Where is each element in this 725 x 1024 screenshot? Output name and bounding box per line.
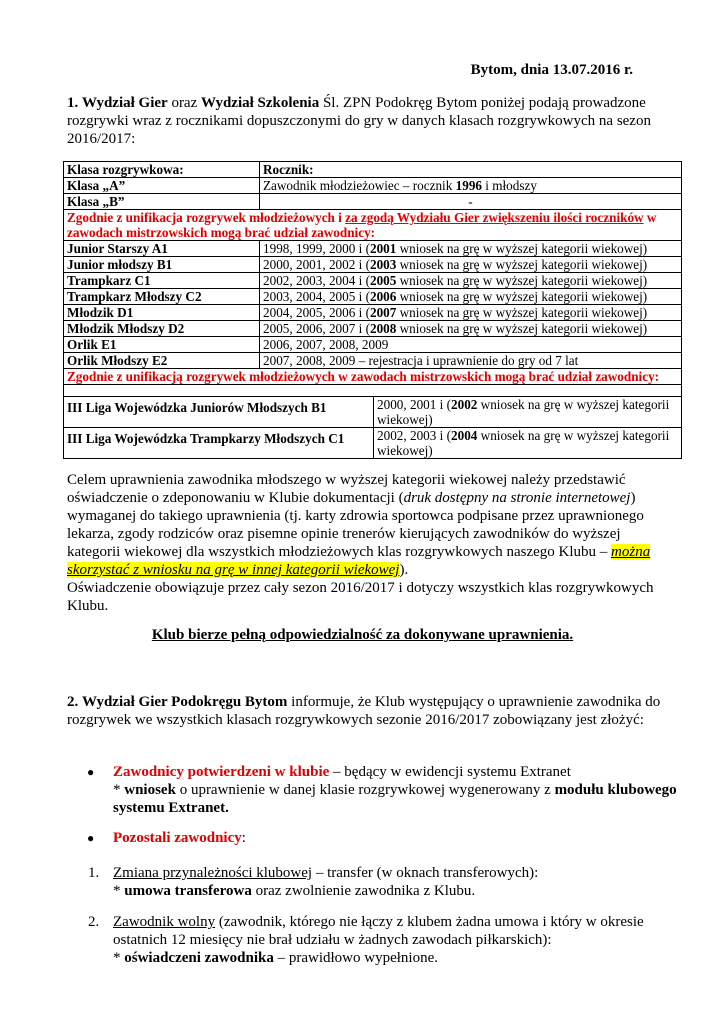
table-row	[64, 289, 682, 305]
bullet-red-text: Zawodnicy potwierdzeni w klubie	[113, 764, 330, 780]
row-label: Młodzik Młodszy D2	[64, 321, 260, 337]
header-class: Klasa rozgrywkowa:	[64, 162, 260, 178]
section-1-bold-1: Wydział Gier	[82, 95, 168, 111]
bullet-dot-icon: ●	[87, 765, 95, 779]
notice-1-post: w zawodach mistrzowskich mogą brać udział zawodnicy:	[67, 210, 657, 240]
bullet-star: *	[113, 782, 125, 798]
row-label: III Liga Wojewódzka Juniorów Młodszych B1	[64, 397, 374, 428]
row-value-bold: 2003	[369, 257, 397, 272]
row-value-pre: 2005, 2006, 2007 i (	[263, 321, 370, 336]
date-line: Bytom, dnia 13.07.2016 r.	[470, 62, 633, 78]
row-value-bold: 2006	[369, 289, 397, 304]
table-row	[64, 273, 682, 289]
numbered-item	[88, 864, 688, 900]
numbered-item	[88, 913, 688, 967]
row-label: Trampkarz C1	[64, 273, 260, 289]
table-row	[64, 241, 682, 257]
section-1-bold-2: Wydział Szkolenia	[201, 95, 320, 111]
paragraph-2-text-4: Oświadczenie obowiązuje przez cały sezon 2016/2017 i dotyczy wszystkich klas rozgrywkowych Klubu.	[67, 580, 654, 614]
row-value-pre: 2003, 2004, 2005 i (	[263, 289, 370, 304]
row-value: -	[260, 194, 682, 210]
row-value-pre: 2002, 2003, 2004 i (	[263, 273, 370, 288]
bullet-red-text: Pozostali zawodnicy	[113, 830, 242, 846]
bullet-item	[88, 763, 688, 817]
row-label: Junior Starszy A1	[64, 241, 260, 257]
item-star: *	[113, 950, 125, 966]
table-header-row	[64, 162, 682, 178]
row-value-bold: 1996	[455, 178, 482, 193]
row-value-post: wniosek na grę w wyższej kategorii wiekowej)	[377, 397, 670, 427]
row-value-pre: 2002, 2003 i (	[377, 428, 451, 443]
row-value-post: wniosek na grę w wyższej kategorii wiekowej)	[396, 273, 648, 288]
row-value-post: wniosek na grę w wyższej kategorii wiekowej)	[396, 241, 648, 256]
row-value	[260, 257, 682, 273]
row-value: 2007, 2008, 2009 – rejestracja i uprawnienie do gry od 7 lat	[260, 353, 682, 369]
row-value: 2006, 2007, 2008, 2009	[260, 337, 682, 353]
row-value	[260, 321, 682, 337]
row-value-pre: 2000, 2001, 2002 i (	[263, 257, 370, 272]
row-value-bold: 2007	[369, 305, 397, 320]
row-label: Orlik E1	[64, 337, 260, 353]
bullet-item	[88, 829, 688, 847]
paragraph-2-text-3: ).	[399, 562, 409, 578]
table-row	[64, 397, 682, 428]
row-value-bold: 2001	[369, 241, 397, 256]
row-value	[260, 305, 682, 321]
paragraph-2	[67, 471, 672, 615]
row-value	[260, 289, 682, 305]
item-number: 1.	[88, 865, 100, 881]
row-label: Orlik Młodszy E2	[64, 353, 260, 369]
section-2-number: 2.	[67, 694, 79, 710]
table-row	[64, 337, 682, 353]
row-value-post: wniosek na grę w wyższej kategorii wiekowej)	[396, 289, 648, 304]
item-underlined: Zawodnik wolny	[113, 914, 216, 930]
paragraph-2-italic: druk dostępny na stronie internetowej	[403, 490, 631, 506]
row-value	[374, 428, 682, 459]
notice-1-underlined: za zgodą Wydziału Gier zwiększeniu ilości roczników	[345, 210, 644, 225]
row-value-pre: 2004, 2005, 2006 i (	[263, 305, 370, 320]
bullet-bold: wniosek	[124, 782, 176, 798]
item-rest: oraz zwolnienie zawodnika z Klubu.	[251, 883, 476, 899]
row-value-pre: 1998, 1999, 2000 i (	[263, 241, 370, 256]
table-row	[64, 257, 682, 273]
bullet-bold-2: modułu klubowego systemu Extranet.	[113, 782, 677, 816]
table-notice-row	[64, 369, 682, 385]
table-row-class-a	[64, 178, 682, 194]
notice-2: Zgodnie z unifikacją rozgrywek młodzieżowych w zawodach mistrzowskich mogą brać udział zawodnicy:	[64, 369, 682, 385]
item-underlined: Zmiana przynależności klubowej	[113, 865, 313, 881]
table-row	[64, 321, 682, 337]
row-value-pre: 2000, 2001 i (	[377, 397, 451, 412]
row-value-bold: 2004	[451, 428, 478, 443]
row-value-post: wniosek na grę w wyższej kategorii wiekowej)	[377, 428, 670, 458]
row-label: Trampkarz Młodszy C2	[64, 289, 260, 305]
row-value-post: wniosek na grę w wyższej kategorii wiekowej)	[396, 321, 648, 336]
notice-1	[64, 210, 682, 241]
table-row	[64, 428, 682, 459]
row-value	[374, 397, 682, 428]
row-value	[260, 178, 682, 194]
section-1-text-2: Śl. ZPN Podokręg Bytom poniżej podają prowadzone rozgrywki wraz z rocznikami dopuszczonymi do gry w danych klasach rozgrywkowych na sezon 2016/2017:	[67, 95, 651, 147]
notice-1-pre: Zgodnie z unifikacja rozgrywek młodzieżowych i	[67, 210, 346, 225]
section-1-intro	[67, 94, 667, 148]
row-label: Junior młodszy B1	[64, 257, 260, 273]
item-number: 2.	[88, 914, 100, 930]
row-value-bold: 2005	[369, 273, 397, 288]
item-text: (zawodnik, którego nie łączy z klubem żadna umowa i który w okresie ostatnich 12 miesięcy nie brał udziału w żadnych zawodach piłkarskich):	[113, 914, 644, 948]
paragraph-2-text-2: ) wymaganej do takiego uprawnienia (tj. karty zdrowia sportowca podpisane przez uprawnionego lekarza, zgody rodziców oraz pisemne opinie trenerów kierujących zawodników do wyższej kategorii wiekowej dla wszystkich młodzieżowych klas rozgrywkowych naszego Klubu –	[67, 490, 644, 560]
section-1-text-1: oraz	[167, 95, 201, 111]
bullet-line2-text: o uprawnienie w danej klasie rozgrywkowej wygenerowany z	[175, 782, 555, 798]
bullet-text: – będący w ewidencji systemu Extranet	[329, 764, 571, 780]
bullet-dot-icon: ●	[87, 831, 95, 845]
row-value-post: wniosek na grę w wyższej kategorii wiekowej)	[396, 305, 648, 320]
item-star: *	[113, 883, 125, 899]
bullet-text: :	[241, 830, 246, 846]
row-value-bold: 2002	[451, 397, 478, 412]
row-value	[260, 273, 682, 289]
league-table	[63, 396, 682, 459]
table-notice-row	[64, 210, 682, 241]
row-label: III Liga Wojewódzka Trampkarzy Młodszych C1	[64, 428, 374, 459]
row-value-post: wniosek na grę w wyższej kategorii wiekowej)	[396, 257, 648, 272]
item-rest: – prawidłowo wypełnione.	[273, 950, 438, 966]
row-value-bold: 2008	[369, 321, 397, 336]
paragraph-2-text-1: Celem uprawnienia zawodnika młodszego w wyższej kategorii wiekowej należy przedstawić oświadczenie o zdeponowaniu w Klubie dokumentacji (	[67, 472, 626, 506]
item-text: – transfer (w oknach transferowych):	[312, 865, 539, 881]
item-bold: umowa transferowa	[124, 883, 252, 899]
section-2-text: informuje, że Klub występujący o uprawnienie zawodnika do rozgrywek we wszystkich klasach rozgrywkowych sezonie 2016/2017 zobowiązany jest złożyć:	[67, 694, 661, 728]
row-value-pre: Zawodnik młodzieżowiec – rocznik	[263, 178, 456, 193]
item-bold: oświadczeni zawodnika	[124, 950, 274, 966]
paragraph-2-highlight: można skorzystać z wniosku na grę w innej kategorii wiekowej	[67, 544, 651, 578]
row-value-post: i młodszy	[482, 178, 537, 193]
section-2-intro	[67, 693, 667, 729]
table-row	[64, 353, 682, 369]
table-row	[64, 305, 682, 321]
responsibility-statement: Klub bierze pełną odpowiedzialność za dokonywane uprawnienia.	[151, 627, 574, 643]
row-value	[260, 241, 682, 257]
header-year: Rocznik:	[260, 162, 682, 178]
row-label: Klasa „B”	[64, 194, 260, 210]
section-2-bold: Wydział Gier Podokręgu Bytom	[82, 694, 288, 710]
table-row-class-b	[64, 194, 682, 210]
row-label: Młodzik D1	[64, 305, 260, 321]
section-1-number: 1.	[67, 95, 79, 111]
row-label: Klasa „A”	[64, 178, 260, 194]
age-class-table	[63, 161, 682, 402]
